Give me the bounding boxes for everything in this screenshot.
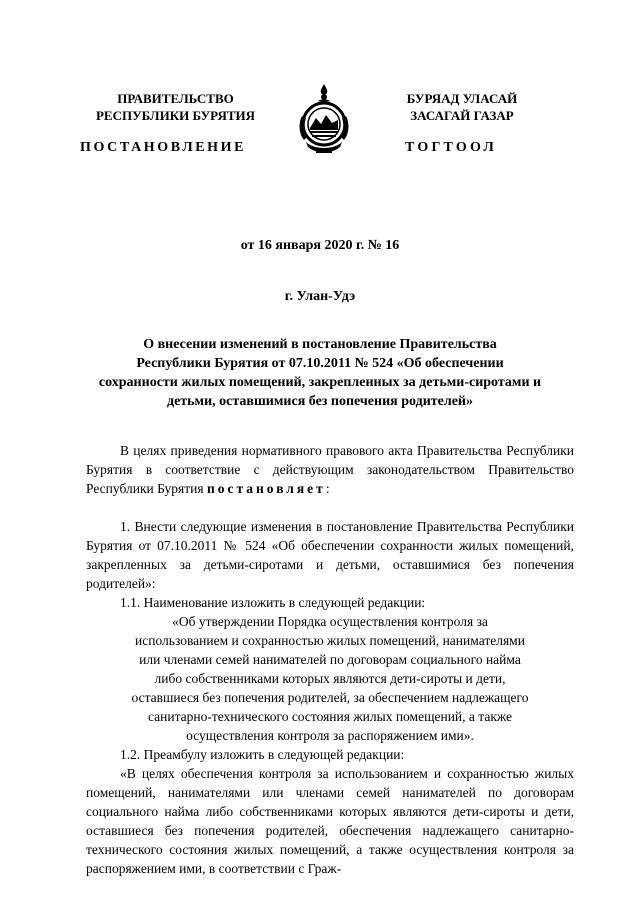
document-body [86, 441, 574, 878]
quote-line: осуществления контроля за распоряжением ими». [186, 728, 474, 743]
quoted-title-block [86, 612, 574, 745]
document-date-number: от 16 января 2020 г. № 16 [240, 238, 400, 253]
doc-type-russian: ПОСТАНОВЛЕНИЕ [80, 140, 247, 155]
intro-paragraph [86, 441, 574, 498]
intro-text: В целях приведения нормативного правового акта Правительства Республики Бурятия в соответствие с действующим законодательством Правительство Республики Бурятия [86, 443, 574, 496]
resolves-word: постановляет [206, 481, 326, 496]
issuer-buryat-line2: ЗАСАГАЙ ГАЗАР [410, 108, 514, 123]
issuer-russian-line1: ПРАВИТЕЛЬСТВО [117, 91, 234, 106]
doc-type-buryat: ТОГТООЛ [405, 140, 498, 155]
item-1-1-paragraph: 1.1. Наименование изложить в следующей редакции: [120, 595, 426, 610]
title-line: Республики Бурятия от 07.10.2011 № 524 «Об обеспечении [136, 356, 504, 371]
coat-of-arms-icon [296, 80, 352, 156]
quote-line: «Об утверждении Порядка осуществления контроля за [172, 614, 488, 629]
issuer-russian [68, 90, 283, 124]
quote-line: использованием и сохранностью жилых помещений, нанимателями [135, 633, 525, 648]
title-line: сохранности жилых помещений, закрепленных за детьми-сиротами и [98, 375, 542, 390]
quote-line: санитарно-технического состояния жилых помещений, а также [147, 709, 513, 724]
issuer-buryat-line1: БУРЯАД УЛАСАЙ [406, 91, 518, 106]
item-1-paragraph: 1. Внести следующие изменения в постановление Правительства Республики Бурятия от 07.10.2011 № 524 «Об обеспечении сохранности жилых помещений, закрепленных за детьми-сиротами и детьми, оставшимися без попечения родителей»: [86, 519, 574, 591]
document-city: г. Улан-Удэ [284, 289, 356, 304]
title-line: О внесении изменений в постановление Правительства [143, 337, 497, 352]
preamble-quote-paragraph: «В целях обеспечения контроля за использованием и сохранностью жилых помещений, нанимателями или членами семей нанимателей по договорам социального найма либо собственниками которых являются дети-сироты и дети, оставшиеся без попечения родителей, обеспечения надлежащего санитарно-технического состояния жилых помещений, а также осуществления контроля за распоряжением ими, в соответствии с Граж- [86, 766, 574, 876]
quote-line: либо собственниками которых являются дети-сироты и дети, [154, 671, 506, 686]
issuer-russian-line2: РЕСПУБЛИКИ БУРЯТИЯ [95, 108, 256, 123]
document-title [90, 335, 550, 411]
issuer-buryat [382, 90, 542, 124]
quote-line: оставшиеся без попечения родителей, за обеспечением надлежащего [131, 690, 529, 705]
intro-end: : [325, 481, 330, 496]
item-1-2-paragraph: 1.2. Преамбулу изложить в следующей редакции: [120, 747, 405, 762]
quote-line: или членами семей нанимателей по договорам социального найма [139, 652, 521, 667]
title-line: детьми, оставшимися без попечения родителей» [166, 394, 473, 409]
paragraph-gap [86, 498, 574, 517]
